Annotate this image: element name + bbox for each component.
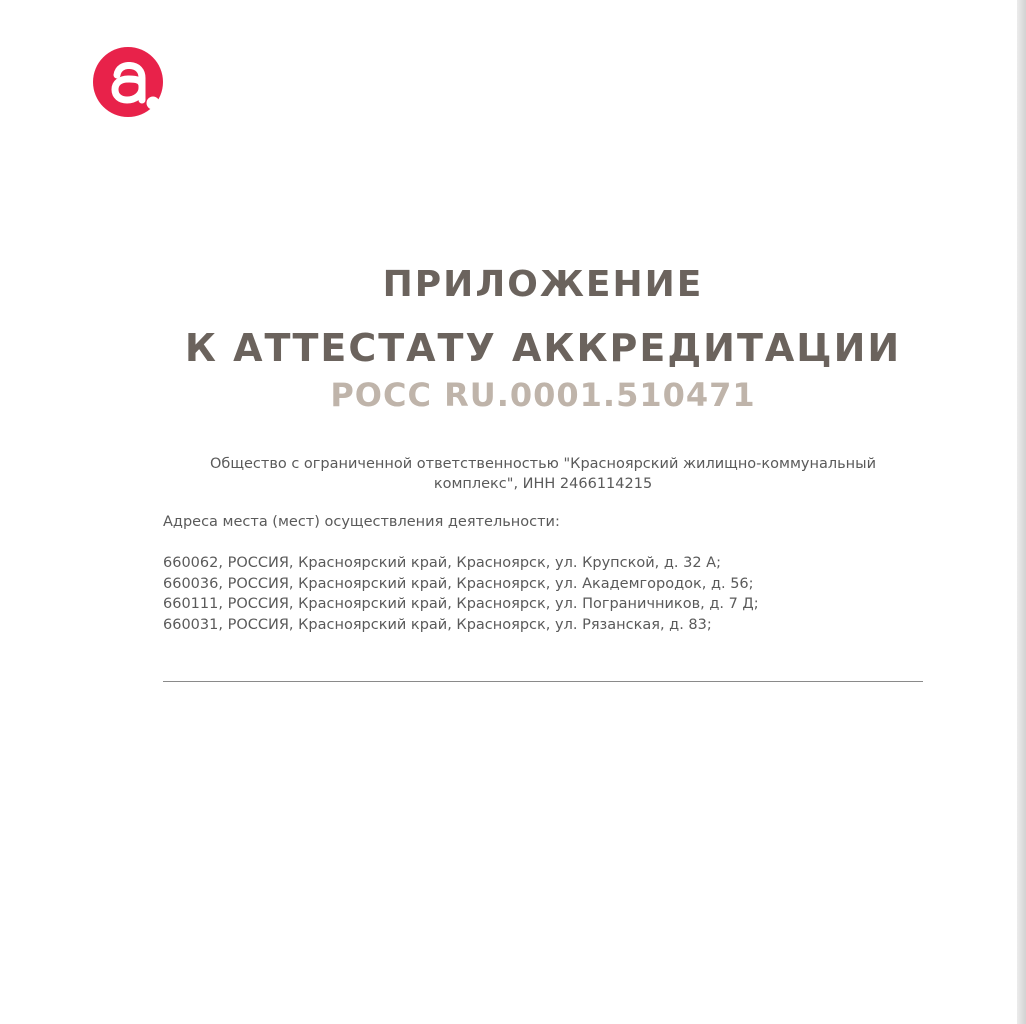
addresses-list (163, 553, 759, 636)
page-title-line-1: ПРИЛОЖЕНИЕ (382, 264, 704, 305)
address-item: 660036, РОССИЯ, Красноярский край, Красноярск, ул. Академгородок, д. 56; (163, 575, 754, 592)
address-item: 660031, РОССИЯ, Красноярский край, Красноярск, ул. Рязанская, д. 83; (163, 617, 712, 634)
accreditation-number: РОСС RU.0001.510471 (330, 376, 756, 414)
accreditation-logo-icon (90, 44, 166, 120)
page-title-line-2: К АТТЕСТАТУ АККРЕДИТАЦИИ (184, 326, 902, 370)
address-item: 660062, РОССИЯ, Красноярский край, Красноярск, ул. Крупской, д. 32 А; (163, 555, 721, 571)
addresses-heading: Адреса места (мест) осуществления деятельности: (163, 514, 560, 530)
page-edge-shadow (1017, 0, 1026, 1024)
organization-name: Общество с ограниченной ответственностью "Красноярский жилищно-коммунальный комплекс", ИНН 2466114215 (209, 456, 877, 492)
divider-line (163, 681, 923, 682)
address-item: 660111, РОССИЯ, Красноярский край, Красноярск, ул. Пограничников, д. 7 Д; (163, 596, 759, 613)
